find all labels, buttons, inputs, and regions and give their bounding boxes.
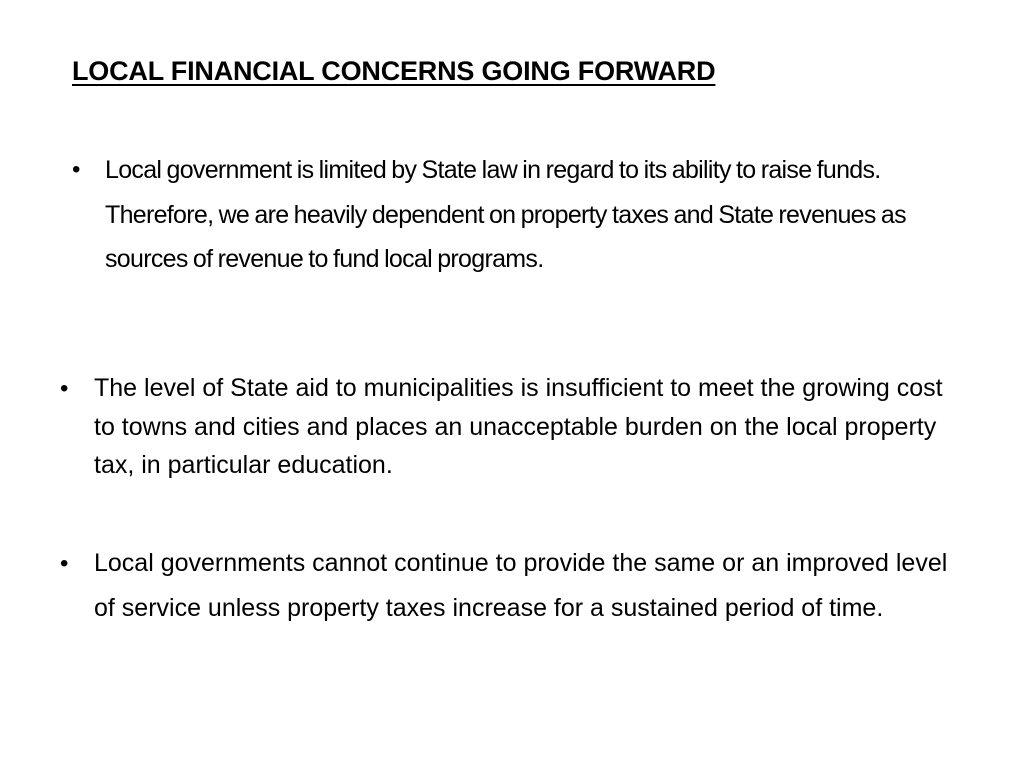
bullet-text: Local government is limited by State law in regard to its ability to raise funds. Therefore, we are heavily dependent on property taxes and State revenues as sources of revenue to fund local programs. <box>105 156 906 273</box>
slide-title: LOCAL FINANCIAL CONCERNS GOING FORWARD <box>72 56 716 86</box>
bullet-item-state-law <box>72 148 972 282</box>
bullet-icon: • <box>72 156 81 183</box>
bullet-icon: • <box>60 550 69 577</box>
bullet-item-state-aid <box>60 369 960 485</box>
bullet-item-service-level <box>60 541 960 631</box>
bullet-text: Local governments cannot continue to provide the same or an improved level of service unless property taxes increase for a sustained period of time. <box>94 549 948 622</box>
bullet-icon: • <box>60 375 69 402</box>
bullet-text: The level of State aid to municipalities is insufficient to meet the growing cost to towns and cities and places an unacceptable burden on the local property tax, in particular education. <box>94 374 943 479</box>
